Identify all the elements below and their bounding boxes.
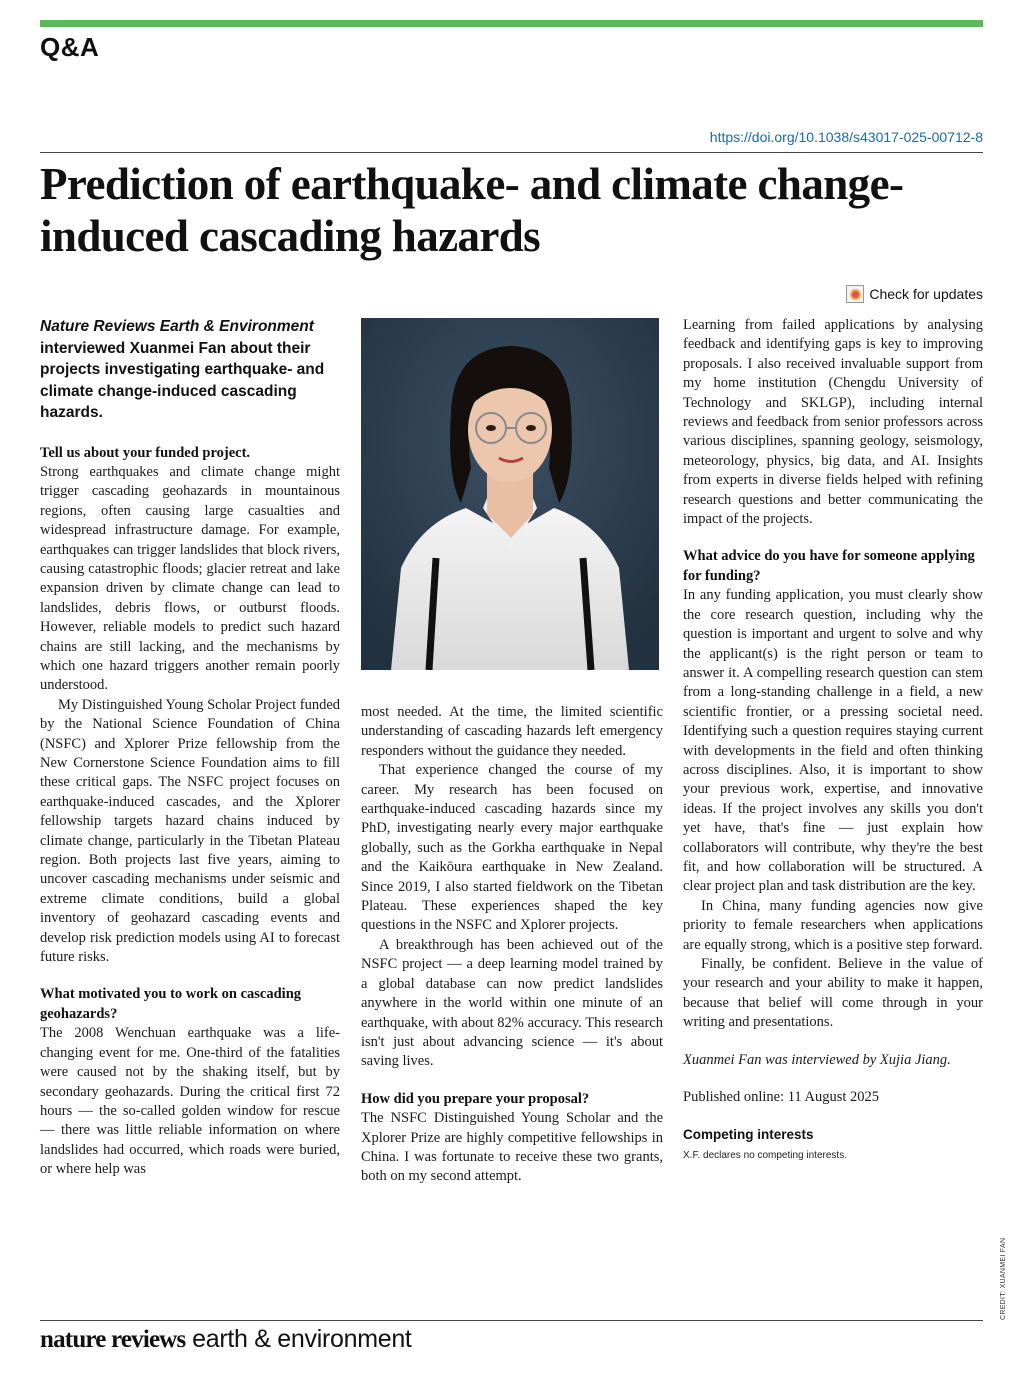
competing-interests-text: X.F. declares no competing interests.	[683, 1149, 847, 1161]
journal-logo-rest: earth & environment	[185, 1325, 412, 1353]
answer-paragraph: Strong earthquakes and climate change might trigger cascading geohazards in mountainous regions, often causing large casualties and widespread infrastructure damage. For example, earthquakes can trigger landslides that block rivers, causing catastrophic floods; glacier retreat and lake expansion driven by climate change can lead to landslides, debris flows, or outburst floods. However, reliable models to predict such hazard chains are still lacking, and the mechanisms by which one hazard triggers another remain poorly understood.	[40, 463, 340, 694]
answer-paragraph: In China, many funding agencies now give priority to female researchers when applications are equally strong, which is a positive step forward.	[683, 897, 983, 953]
portrait-photo	[361, 318, 659, 670]
answer-paragraph: most needed. At the time, the limited scientific understanding of cascading hazards left emergency responders without the guidance they needed.	[361, 704, 663, 759]
answer-paragraph: That experience changed the course of my career. My research has been focused on earthquake-induced cascading hazards since my PhD, investigating nearly every major earthquake globally, such as the Gorkha earthquake in Nepal and the Kaikōura earthquake in New Zealand. Since 2019, I also started fieldwork on the Tibetan Plateau. These experiences shaped the key questions in the NSFC and Xplorer projects.	[361, 762, 663, 934]
check-for-updates-button[interactable]	[846, 285, 983, 303]
question-heading: How did you prepare your proposal?	[361, 1090, 590, 1107]
article-title: Prediction of earthquake- and climate change-induced cascading hazards	[40, 159, 904, 261]
question-heading: What motivated you to work on cascading geohazards?	[40, 986, 302, 1022]
doi-link[interactable]: https://doi.org/10.1038/s43017-025-00712-8	[709, 129, 983, 145]
published-date: Published online: 11 August 2025	[683, 1089, 880, 1106]
journal-logo	[40, 1325, 412, 1354]
portrait-illustration	[361, 318, 659, 670]
answer-paragraph: Finally, be confident. Believe in the value of your research and your ability to make it happen, because that belief will come through in your writing and presentations.	[683, 956, 983, 1031]
column-1	[40, 316, 340, 1180]
answer-paragraph: The NSFC Distinguished Young Scholar and the Xplorer Prize are highly competitive fellowships in China. I was fortunate to receive these two grants, both on my second attempt.	[361, 1110, 663, 1185]
answer-paragraph: The 2008 Wenchuan earthquake was a life-changing event for me. One-third of the fatalities were caused not by the shaking itself, but by secondary geohazards. During the critical first 72 hours — the so-called golden window for rescue — there was little reliable information on where landslides had occurred, which roads were buried, or where help was	[40, 1025, 340, 1178]
column-2	[361, 703, 663, 1187]
standfirst	[40, 316, 340, 424]
column-3	[683, 316, 983, 1165]
header-divider	[40, 152, 983, 153]
answer-paragraph: My Distinguished Young Scholar Project funded by the National Science Foundation of China (NSFC) and Xplorer Prize fellowship from the New Cornerstone Science Foundation aims to fill these critical gaps. The NSFC project focuses on earthquake-induced cascades, and the Xplorer fellowship targets hazard chains induced by climate change, particularly in the Tibetan Plateau region. Both projects last five years, aiming to uncover cascading mechanisms under seismic and extreme climate conditions, build a global inventory of geohazard cascading events and develop risk prediction models using AI to forecast future risks.	[40, 696, 340, 966]
question-heading: What advice do you have for someone applying for funding?	[683, 548, 975, 584]
question-heading: Tell us about your funded project.	[40, 444, 251, 461]
interviewer-signature: Xuanmei Fan was interviewed by Xujia Jiang.	[683, 1051, 951, 1068]
standfirst-journal: Nature Reviews Earth & Environment	[40, 318, 314, 335]
standfirst-text: interviewed Xuanmei Fan about their projects investigating earthquake- and climate change-induced cascading hazards.	[40, 339, 325, 421]
photo-credit: CREDIT: XUANMEI FAN	[1000, 1237, 1007, 1320]
check-for-updates-label: Check for updates	[869, 286, 983, 302]
section-label: Q&A	[40, 32, 100, 62]
top-accent-bar	[40, 20, 983, 27]
competing-interests-heading: Competing interests	[683, 1127, 814, 1143]
answer-paragraph: In any funding application, you must clearly show the core research question, including why the question is important and urgent to solve and why the applicant(s) is the right person or team to answer it. A compelling research question can stem from a long-standing challenge in a field, a new scientific frontier, or a pressing societal need. Identifying such a question requires staying current with developments in the field and often thinking across disciplines. Also, it is important to show your previous work, expertise, and innovative ideas. If the project involves any skills you don't yet have, that's fine — just explain how collaborators will contribute, why they're the best fit, and how collaboration will be structured. A clear project plan and task distribution are the key.	[683, 587, 983, 895]
answer-paragraph: A breakthrough has been achieved out of the NSFC project — a deep learning model trained by a global database can now predict landslides anywhere in the world within one minute of an earthquake, with about 82% accuracy. This research isn't just about advancing science — it's about saving lives.	[361, 936, 663, 1070]
footer-divider	[40, 1320, 983, 1321]
journal-logo-bold: nature reviews	[40, 1326, 186, 1353]
crossmark-icon	[846, 285, 864, 303]
answer-paragraph: Learning from failed applications by analysing feedback and identifying gaps is key to improving proposals. I also received invaluable support from my home institution (Chengdu University of Technology and SKLGP), including internal reviews and feedback from senior professors across various disciplines, spanning geology, seismology, meteorology, physics, big data, and AI. Insights from experts in diverse fields helped with refining research questions and better communicating the impact of the projects.	[683, 317, 983, 528]
